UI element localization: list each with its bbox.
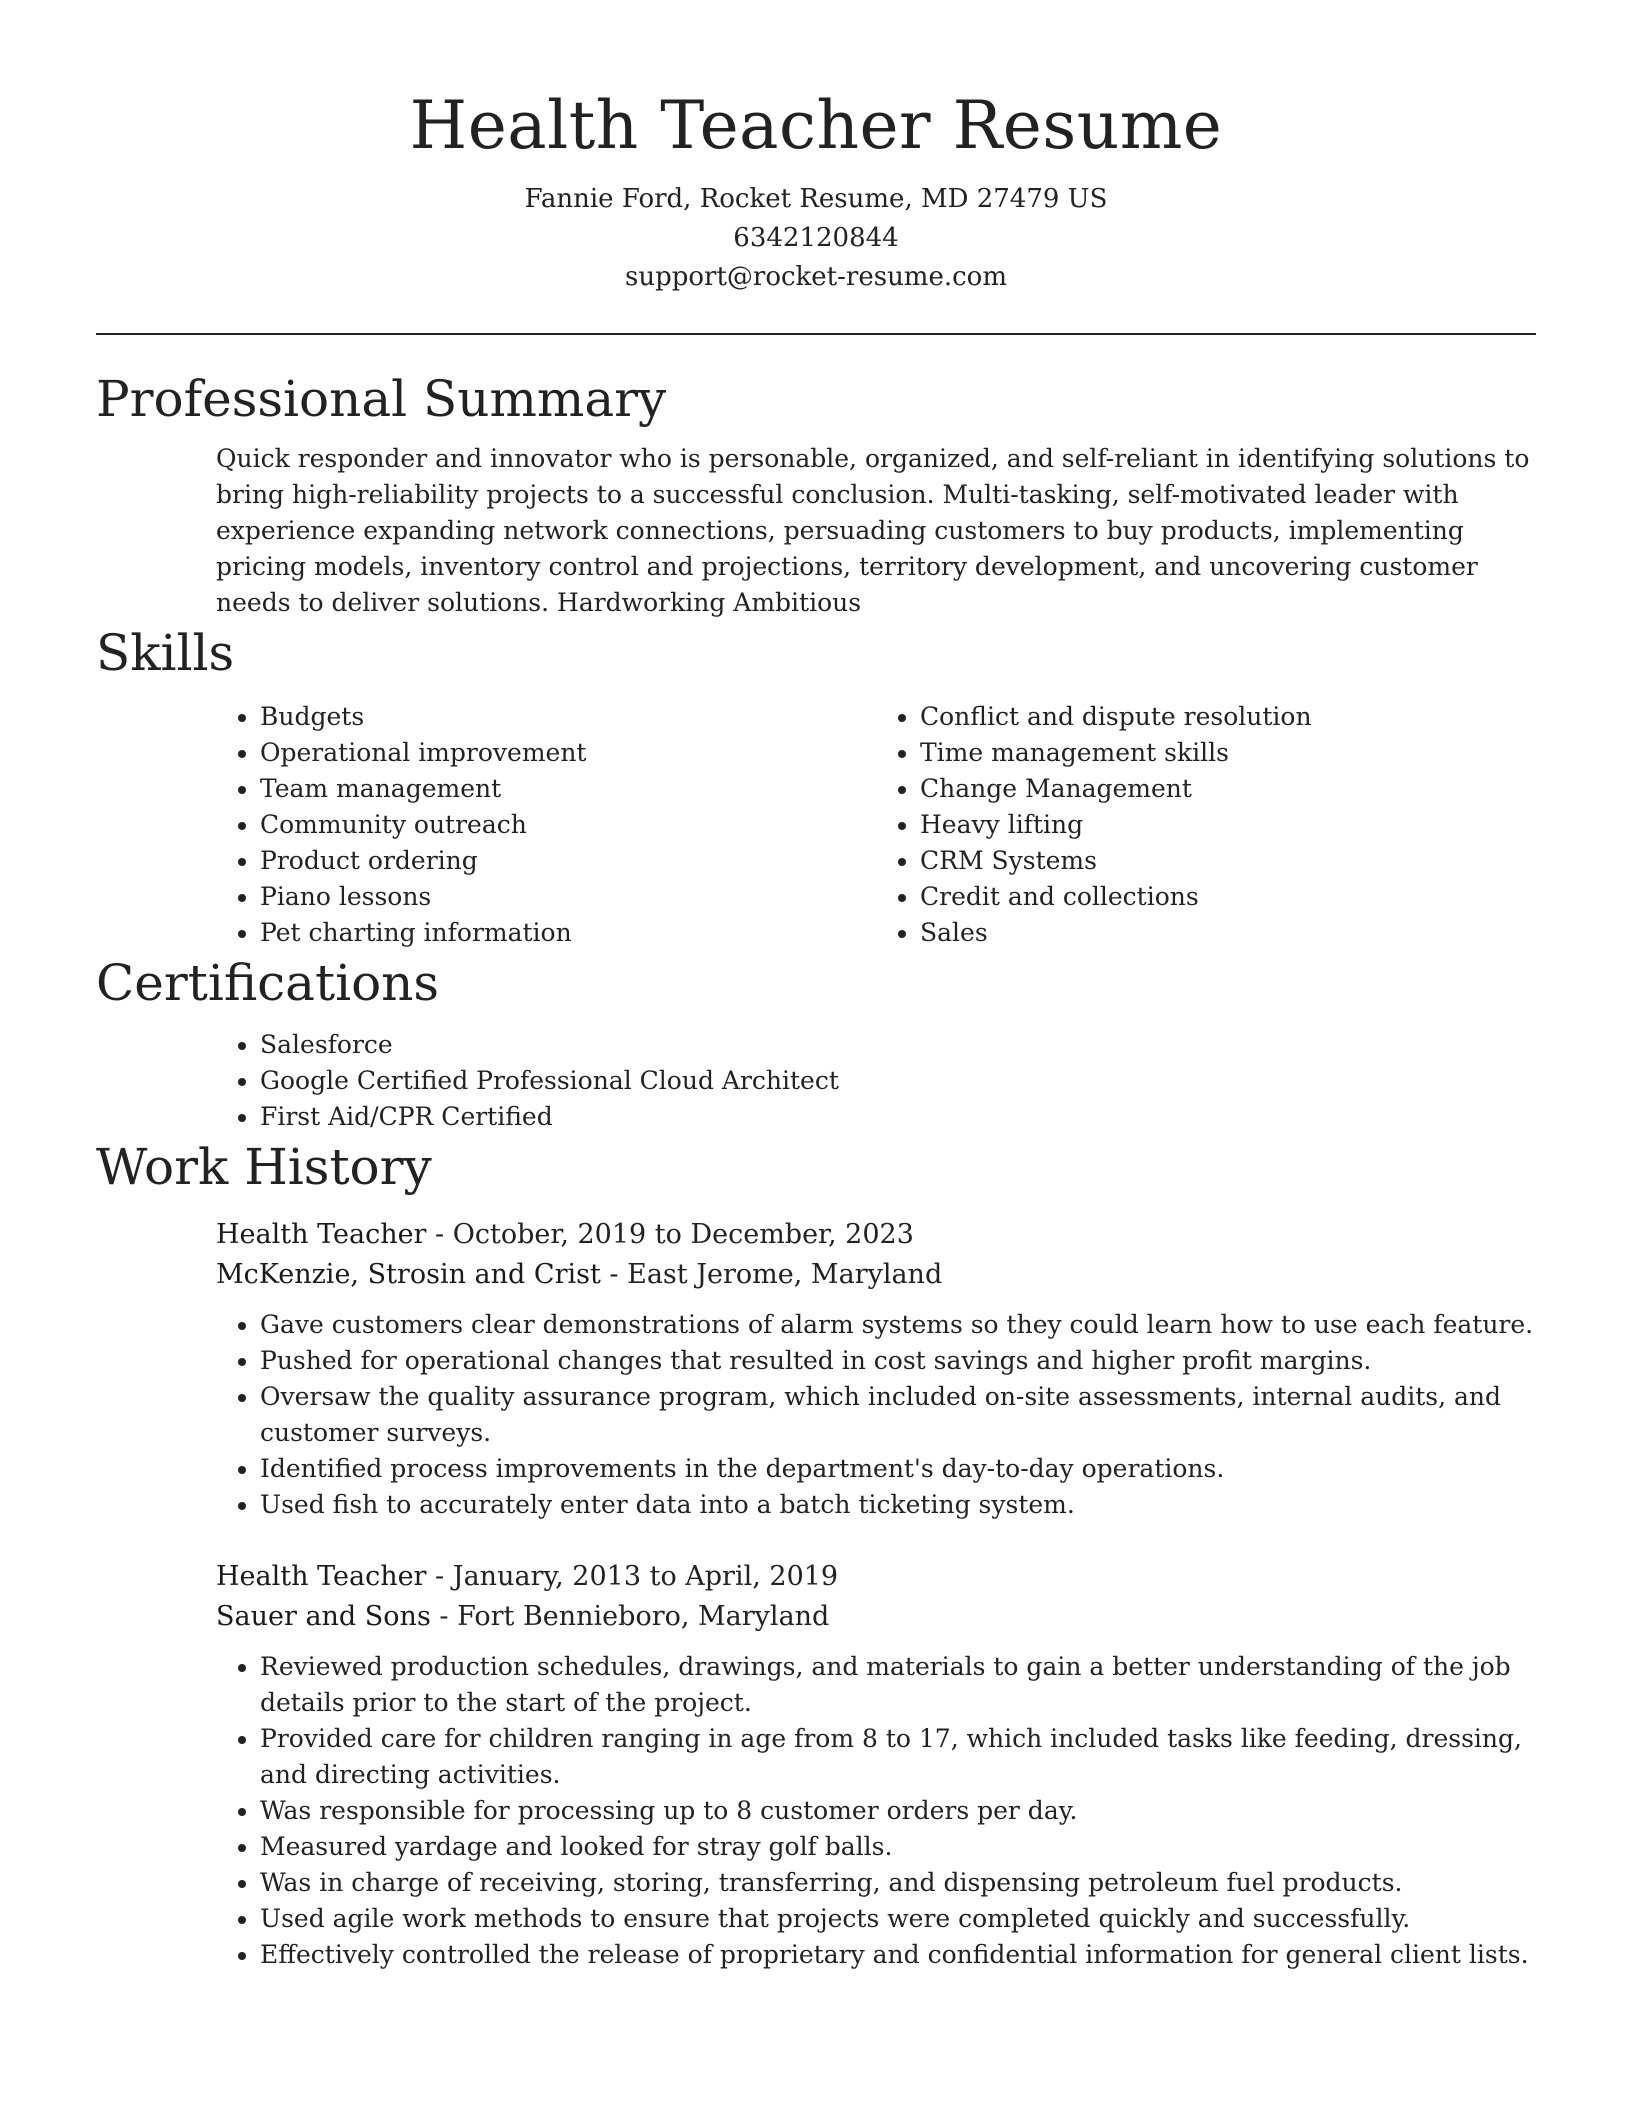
work-history-heading: Work History xyxy=(96,1138,432,1196)
list-item: • Credit and collections xyxy=(920,879,1536,915)
resume-title: Health Teacher Resume xyxy=(409,87,1223,164)
job-entry xyxy=(216,1557,1536,1973)
work-history-section xyxy=(96,1215,1536,1973)
list-item: • Heavy lifting xyxy=(920,807,1536,843)
contact-block xyxy=(96,180,1536,297)
list-item: • Budgets xyxy=(260,699,876,735)
header-divider xyxy=(96,333,1536,335)
list-item: • Community outreach xyxy=(260,807,876,843)
contact-phone: 6342120844 xyxy=(733,223,899,253)
list-item: • Google Certified Professional Cloud Architect xyxy=(260,1063,1536,1099)
job-bullets xyxy=(216,1649,1536,1973)
summary-section xyxy=(96,441,1536,621)
job-bullets xyxy=(216,1307,1536,1523)
list-item: • Salesforce xyxy=(260,1027,1536,1063)
list-item: • Was in charge of receiving, storing, transferring, and dispensing petroleum fuel products. xyxy=(260,1865,1536,1901)
job-company-line xyxy=(216,1255,1536,1295)
contact-address: Fannie Ford, Rocket Resume, MD 27479 US xyxy=(524,184,1108,214)
list-item: • Change Management xyxy=(920,771,1536,807)
list-item: • First Aid/CPR Certified xyxy=(260,1099,1536,1135)
list-item: • Operational improvement xyxy=(260,735,876,771)
skills-section xyxy=(96,699,1536,951)
job-entry xyxy=(216,1215,1536,1523)
list-item: • Reviewed production schedules, drawings, and materials to gain a better understanding of the job details prior to the start of the project. xyxy=(260,1649,1536,1721)
summary-heading: Professional Summary xyxy=(96,370,667,428)
list-item: • Team management xyxy=(260,771,876,807)
list-item: • Pet charting information xyxy=(260,915,876,951)
job-title: Health Teacher xyxy=(216,1219,427,1250)
skills-right-list xyxy=(876,699,1536,951)
list-item: • Product ordering xyxy=(260,843,876,879)
certifications-heading: Certifications xyxy=(96,954,440,1012)
skills-left-list xyxy=(216,699,876,951)
summary-text: Quick responder and innovator who is personable, organized, and self-reliant in identifying solutions to bring high-reliability projects to a successful conclusion. Multi-tasking, self-motivated leader with experience expanding network connections, persuading customers to buy products, implementing pricing models, inventory control and projections, territory development, and uncovering customer needs to deliver solutions. Hardworking Ambitious xyxy=(216,444,1530,617)
list-item: • Measured yardage and looked for stray golf balls. xyxy=(260,1829,1536,1865)
list-item: • Effectively controlled the release of proprietary and confidential information for general client lists. xyxy=(260,1937,1536,1973)
list-item: • Oversaw the quality assurance program, which included on-site assessments, internal audits, and customer surveys. xyxy=(260,1379,1536,1451)
certifications-section xyxy=(96,1027,1536,1135)
list-item: • CRM Systems xyxy=(920,843,1536,879)
contact-email: support@rocket-resume.com xyxy=(624,262,1007,292)
list-item: • Was responsible for processing up to 8 customer orders per day. xyxy=(260,1793,1536,1829)
job-dates: - January, 2013 to April, 2019 xyxy=(426,1561,839,1592)
skills-columns xyxy=(216,699,1536,951)
skills-heading: Skills xyxy=(96,624,235,682)
job-dates: - October, 2019 to December, 2023 xyxy=(426,1219,914,1250)
list-item: • Piano lessons xyxy=(260,879,876,915)
job-title: Health Teacher xyxy=(216,1561,427,1592)
job-company: McKenzie, Strosin and Crist xyxy=(216,1259,601,1290)
list-item: • Provided care for children ranging in age from 8 to 17, which included tasks like feeding, dressing, and directing activities. xyxy=(260,1721,1536,1793)
job-location: - East Jerome, Maryland xyxy=(600,1259,943,1290)
certifications-list xyxy=(216,1027,1536,1135)
job-company: Sauer and Sons xyxy=(216,1601,431,1632)
list-item: • Time management skills xyxy=(920,735,1536,771)
list-item: • Used agile work methods to ensure that projects were completed quickly and successfully. xyxy=(260,1901,1536,1937)
list-item: • Pushed for operational changes that resulted in cost savings and higher profit margins. xyxy=(260,1343,1536,1379)
job-title-line xyxy=(216,1557,1536,1597)
list-item: • Identified process improvements in the department's day-to-day operations. xyxy=(260,1451,1536,1487)
list-item: • Conflict and dispute resolution xyxy=(920,699,1536,735)
job-location: - Fort Bennieboro, Maryland xyxy=(430,1601,830,1632)
list-item: • Gave customers clear demonstrations of alarm systems so they could learn how to use each feature. xyxy=(260,1307,1536,1343)
job-company-line xyxy=(216,1597,1536,1637)
list-item: • Sales xyxy=(920,915,1536,951)
list-item: • Used fish to accurately enter data into a batch ticketing system. xyxy=(260,1487,1536,1523)
job-title-line xyxy=(216,1215,1536,1255)
